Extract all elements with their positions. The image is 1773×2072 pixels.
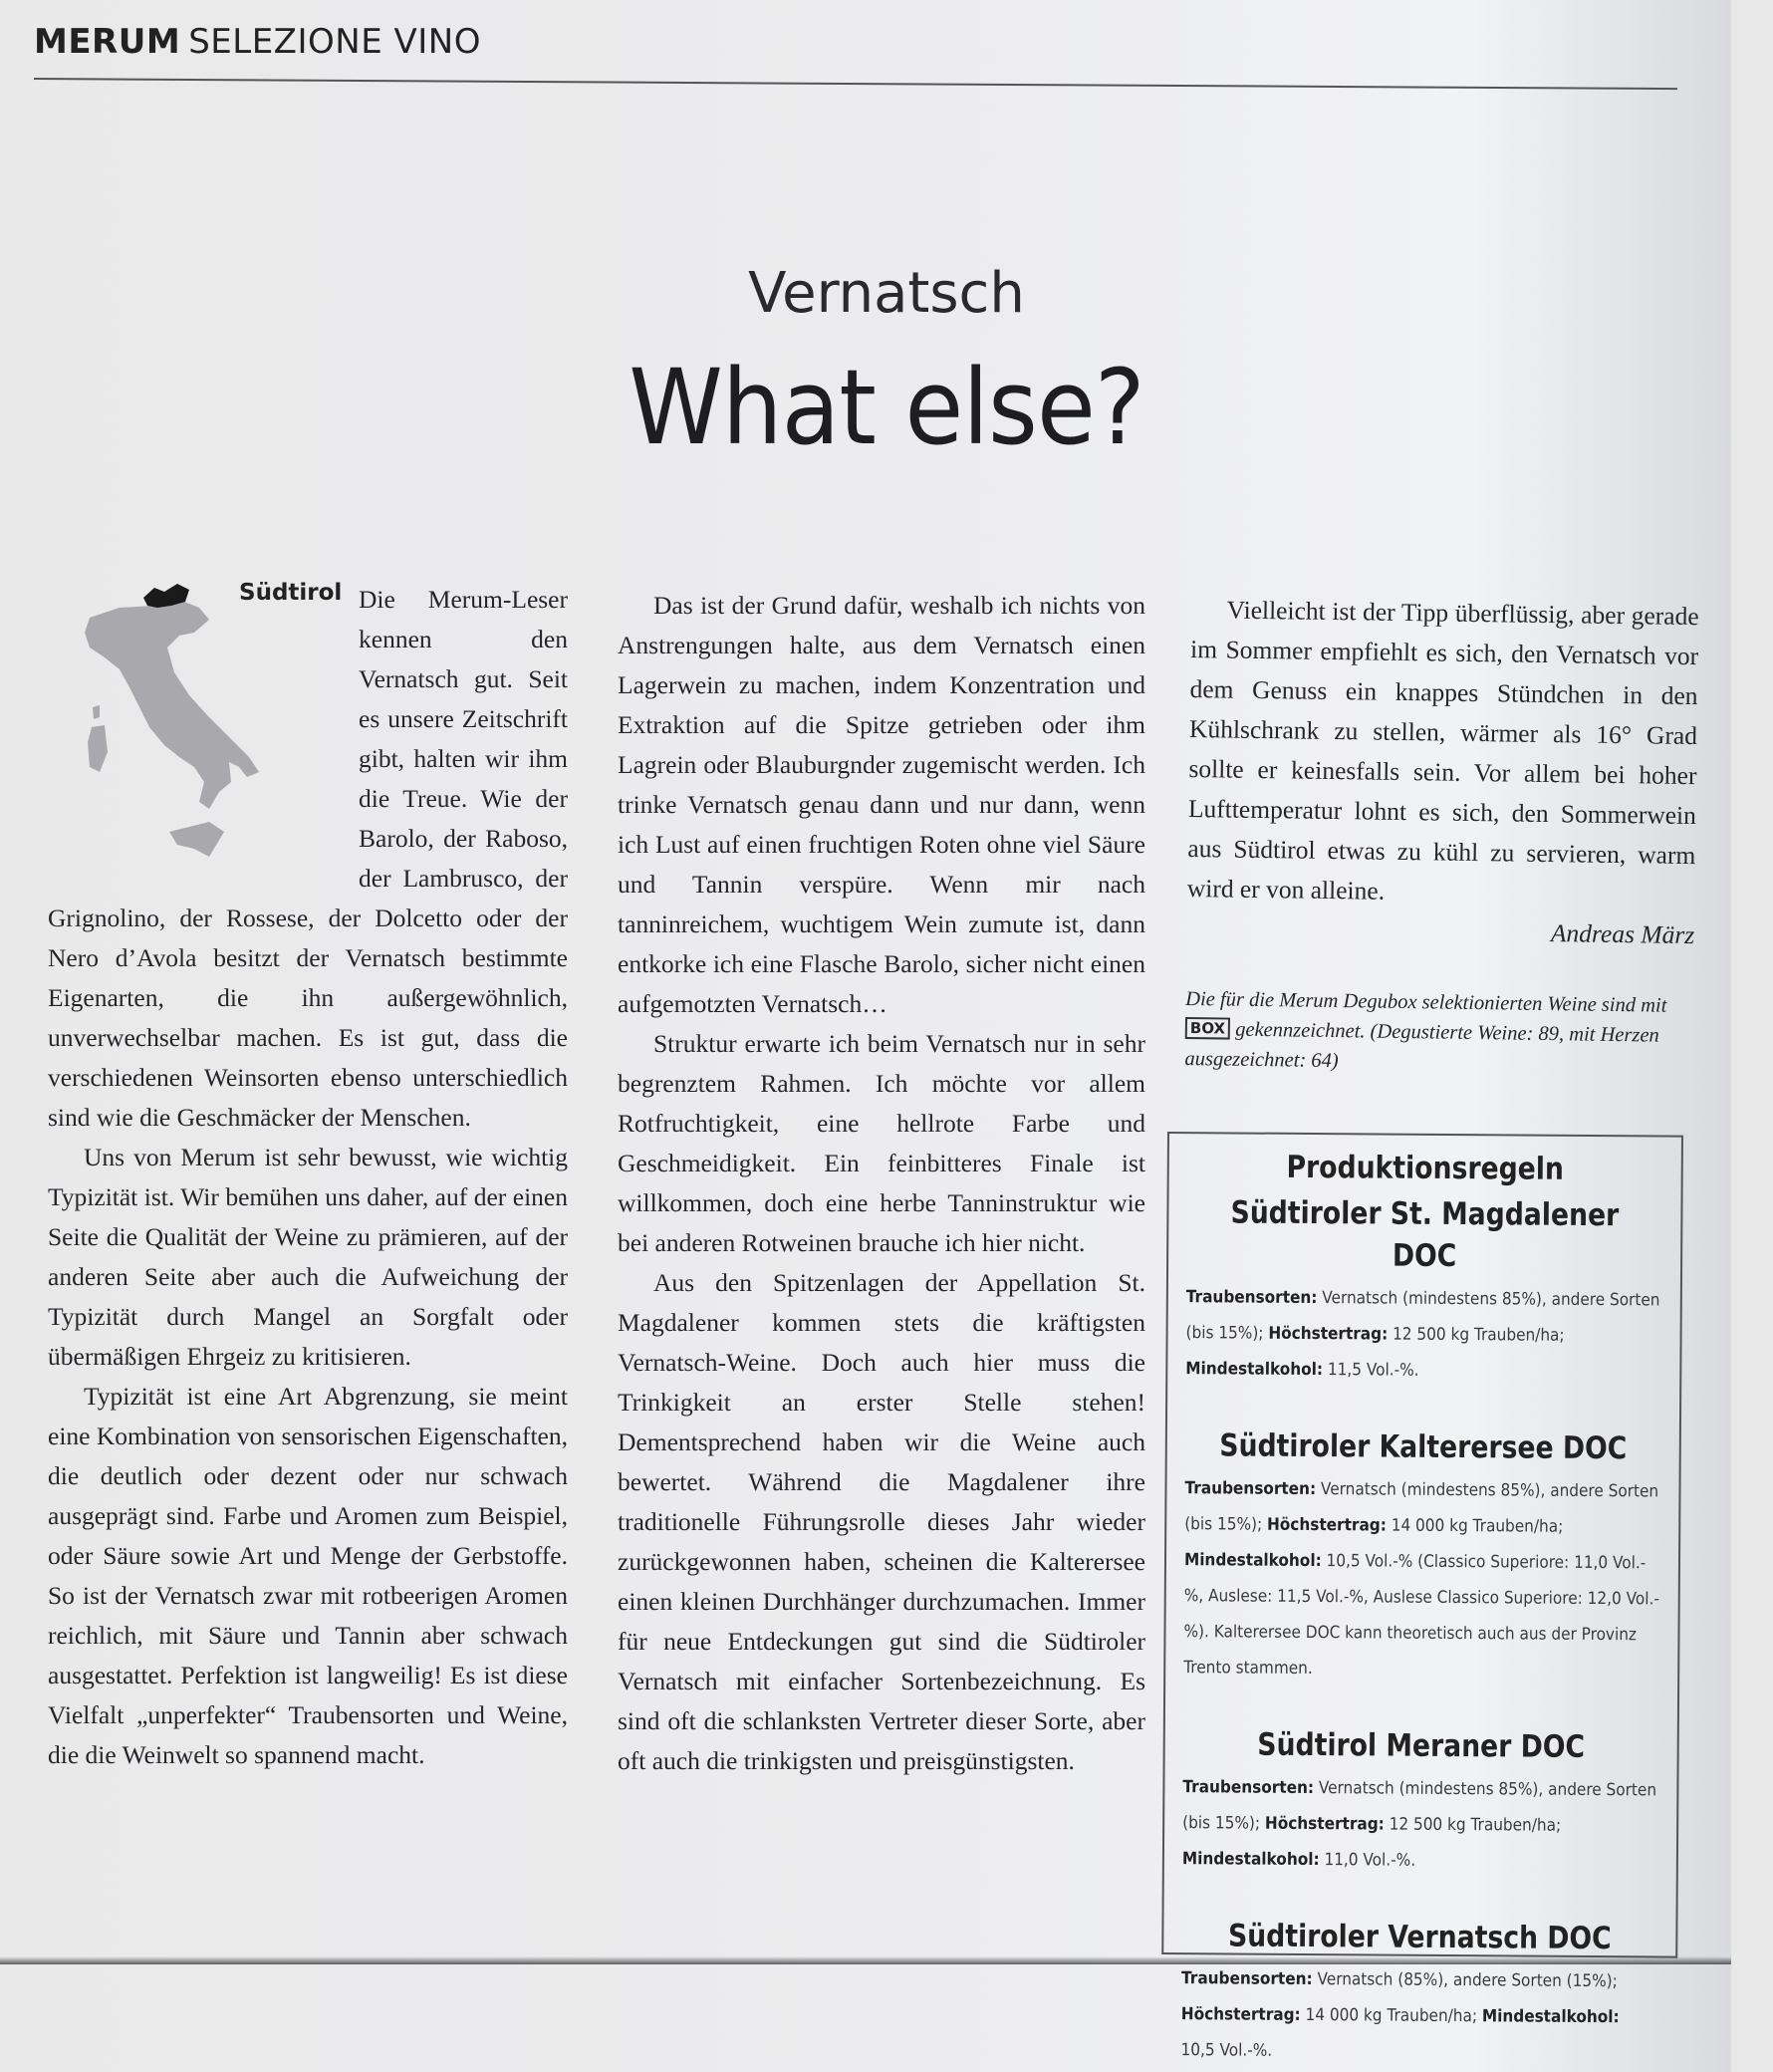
rule-section-text xyxy=(1182,1769,1658,1880)
rule-value-yield: 12 500 kg Trauben/ha; xyxy=(1388,1324,1565,1346)
rule-section-meraner xyxy=(1182,1723,1659,1880)
magazine-header xyxy=(34,22,481,62)
section-name: SELEZIONE VINO xyxy=(188,22,481,62)
production-rules-box xyxy=(1161,1132,1683,2061)
rule-section-vernatsch xyxy=(1180,1915,1657,2071)
rule-section-text xyxy=(1183,1470,1660,1688)
italy-map-icon xyxy=(60,578,259,867)
rule-label-grapes: Traubensorten: xyxy=(1182,1777,1315,1799)
rule-label-alcohol: Mindestalkohol: xyxy=(1183,1550,1322,1572)
col2-paragraph-1: Das ist der Grund dafür, weshalb ich nichts von Anstrengungen halte, aus dem Vernatsch einen Lagerwein zu machen, indem Konzentration und Extraktion auf die Spitze getrieben oder ihm Lagrein oder Blauburgnder zugemischt werden. Ich trinke Vernatsch genau dann und nur dann, wenn ich Lust auf einen fruchtigen Roten ohne viel Säure und Tannin verspüre. Wenn mir nach tanninreichem, wuchtigem Wein zumute ist, dann entkorke ich eine Flasche Barolo, sicher nicht einen aufgemotzten Vernatsch… xyxy=(618,591,1145,1018)
rule-value-alcohol: 11,5 Vol.-%. xyxy=(1322,1360,1419,1381)
col2-paragraph-2: Struktur erwarte ich beim Vernatsch nur in sehr begrenztem Rahmen. Ich möchte vor allem Rotfruchtigkeit, eine hellrote Farbe und Geschmeidigkeit. Ein feinbitteres Finale ist willkommen, doch eine herbe Tanninstruktur wie bei anderen Rotweinen brauche ich hier nicht. xyxy=(618,1029,1145,1257)
rule-section-kalterersee xyxy=(1183,1424,1661,1688)
rule-value-alcohol: 11,0 Vol.-%. xyxy=(1319,1850,1416,1871)
rule-section-st-magdalener xyxy=(1185,1191,1662,1390)
rule-value-yield: 14 000 kg Trauben/ha; xyxy=(1300,2004,1482,2027)
author-signature: Andreas März xyxy=(1550,918,1695,950)
rule-label-alcohol: Mindestalkohol: xyxy=(1481,2006,1620,2028)
brand-name: MERUM xyxy=(34,22,181,62)
rule-label-grapes: Traubensorten: xyxy=(1180,1968,1313,1990)
rule-label-yield: Höchstertrag: xyxy=(1268,1323,1389,1345)
article-column-3 xyxy=(1184,590,1699,1081)
note-text-after: gekennzeichnet. (Degustierte Weine: 89, mit Herzen ausgezeichnet: 64) xyxy=(1184,1018,1659,1073)
col2-paragraph-3: Aus den Spitzenlagen der Appellation St. Magdalener kommen stets die kräftigsten Vernatsch-Weine. Doch auch hier muss die Trinkigkeit an erster Stelle stehen! Dementsprechend haben wir die Weine auch bewertet. Während die Magdalener ihre traditionelle Führungsrolle dieses Jahr wieder zurückgewonnen haben, scheinen die Kalterersee einen kleinen Durchhänger durchzumachen. Immer für neue Entdeckungen gut sind die Südtiroler Vernatsch mit einfacher Sortenbezeichnung. Es sind oft die schlanksten Vertreter dieser Sorte, aber oft auch die trinkigsten und preisgünstigsten. xyxy=(618,1268,1145,1775)
rule-section-title: Südtirol Meraner DOC xyxy=(1257,1726,1586,1765)
rule-section-title: Südtiroler Kalterersee DOC xyxy=(1219,1427,1628,1467)
rules-box-title: Produktionsregeln xyxy=(1286,1149,1565,1187)
box-badge: BOX xyxy=(1185,1017,1231,1040)
page-bottom-edge xyxy=(0,1956,1731,1964)
article-column-2 xyxy=(618,586,1145,1781)
rule-label-yield: Höchstertrag: xyxy=(1264,1813,1385,1835)
rule-value-grapes: Vernatsch (85%), andere Sorten (15%); xyxy=(1312,1969,1618,1992)
header-divider xyxy=(34,78,1677,90)
rule-label-alcohol: Mindestalkohol: xyxy=(1185,1359,1324,1381)
col1-paragraph-3: Typizität ist eine Art Abgrenzung, sie meint eine Kombination von sensorischen Eigenschaften, die deutlich oder dezent oder nur schwach ausgeprägt sind. Farbe und Aromen zum Beispiel, oder Säure sowie Art und Menge der Gerbstoffe. So ist der Vernatsch zwar mit rotbeerigen Aromen reichlich, mit Säure und Tannin aber schwach ausgestattet. Perfektion ist langweilig! Es ist diese Vielfalt „unperfekter“ Traubensorten und Weine, die die Weinwelt so spannend macht. xyxy=(48,1382,568,1769)
map-region-label: Südtirol xyxy=(239,580,343,606)
rule-label-yield: Höchstertrag: xyxy=(1266,1514,1387,1536)
rule-label-yield: Höchstertrag: xyxy=(1180,2004,1301,2025)
rule-section-text xyxy=(1185,1279,1661,1390)
rule-section-title: Südtiroler Vernatsch DOC xyxy=(1227,1918,1612,1957)
note-text-before: Die für die Merum Degubox selektionierten Weine sind mit xyxy=(1185,987,1667,1017)
degubox-note xyxy=(1184,984,1693,1081)
rule-label-alcohol: Mindestalkohol: xyxy=(1181,1849,1320,1871)
map-figure xyxy=(60,578,359,867)
rule-value-alcohol: 10,5 Vol.-% (Classico Superiore: 11,0 Vol.-%, Auslese: 11,5 Vol.-%, Auslese Classico Superiore: 12,0 Vol.-%). Kalterersee DOC kann theoretisch auch aus der Provinz Trento stammen. xyxy=(1183,1551,1659,1680)
article-column-1 xyxy=(48,580,568,1775)
rule-value-grapes: Vernatsch (mindestens 85%), andere Sorten (bis 15%); xyxy=(1185,1288,1660,1344)
col1-paragraph-2: Uns von Merum ist sehr bewusst, wie wichtig Typizität ist. Wir bemühen uns daher, auf der einen Seite die Qualität der Weine zu prämieren, auf der anderen Seite aber auch die Aufweichung der Typizität durch Mangel an Sorgfalt oder übermäßigen Ehrgeiz zu kritisieren. xyxy=(48,1143,568,1371)
rule-value-grapes: Vernatsch (mindestens 85%), andere Sorten (bis 15%); xyxy=(1184,1479,1659,1535)
col1-paragraph-1: Die Merum-Leser kennen den Vernatsch gut. Seit es unsere Zeitschrift gibt, halten wir ihm die Treue. Wie der Barolo, der Raboso, der Lambrusco, der Grignolino, der Rossese, der Dolcetto oder der Nero d’Avola besitzt der Vernatsch bestimmte Eigenarten, die ihn außergewöhnlich, unverwechselbar machen. Es ist gut, dass die verschiedenen Weinsorten ebenso unterschiedlich sind wie die Geschmäcker der Menschen. xyxy=(48,585,568,1132)
article-kicker: Vernatsch xyxy=(748,261,1025,326)
rule-value-alcohol: 10,5 Vol.-%. xyxy=(1180,2040,1273,2061)
rule-value-grapes: Vernatsch (mindestens 85%), andere Sorten (bis 15%); xyxy=(1182,1778,1657,1834)
rule-section-text xyxy=(1180,1960,1656,2071)
rule-label-grapes: Traubensorten: xyxy=(1184,1478,1317,1500)
col3-paragraph-1: Vielleicht ist der Tipp überflüssig, aber gerade im Sommer empfiehlt es sich, den Vernatsch vor dem Genuss ein knappes Stündchen in den Kühlschrank zu stellen, wärmer als 16° Grad sollte er keinesfalls sein. Vor allem bei hoher Lufttemperatur lohnt es sich, den Sommerwein aus Südtirol etwas zu kühl zu servieren, warm wird er von alleine. xyxy=(1186,595,1699,906)
rule-value-yield: 14 000 kg Trauben/ha; xyxy=(1386,1515,1564,1537)
article-headline: What else? xyxy=(629,347,1144,468)
rule-value-yield: 12 500 kg Trauben/ha; xyxy=(1384,1814,1562,1836)
rule-section-title: Südtiroler St. Magdalener DOC xyxy=(1230,1194,1620,1275)
rule-label-grapes: Traubensorten: xyxy=(1185,1287,1318,1309)
